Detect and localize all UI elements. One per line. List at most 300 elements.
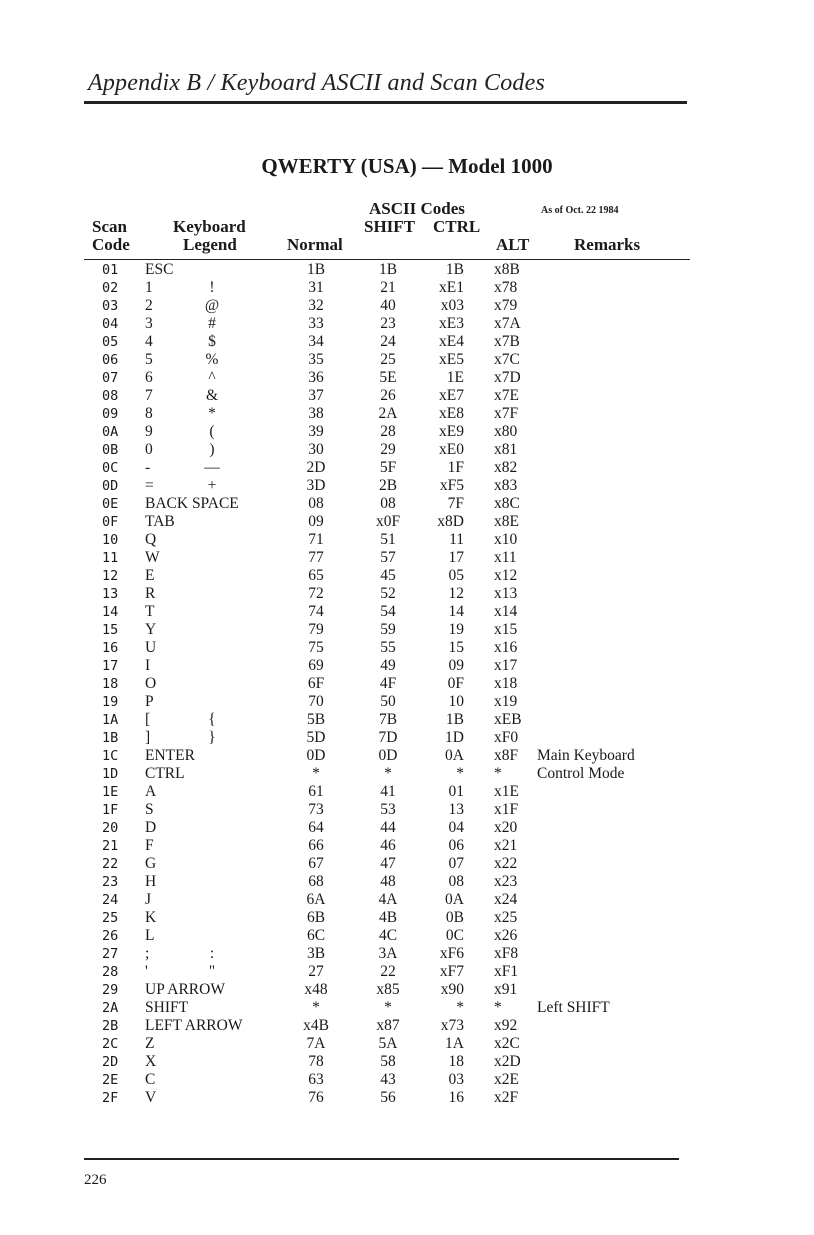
alt-code-cell: x2E	[494, 1071, 519, 1088]
ctrl-code-cell: 14	[448, 603, 464, 620]
shifted-legend-cell: !	[209, 279, 215, 296]
key-legend-cell: U	[145, 639, 157, 656]
key-legend-cell: UP ARROW	[145, 981, 225, 998]
keyboard-header: Keyboard	[173, 217, 246, 236]
remarks-cell: Left SHIFT	[537, 999, 610, 1016]
table-row	[0, 585, 814, 603]
ctrl-code-cell: 07	[448, 855, 464, 872]
header-rule	[84, 101, 687, 104]
table-row	[0, 927, 814, 945]
scan-code-cell: 02	[102, 280, 119, 296]
key-legend-cell: '	[145, 963, 148, 980]
scan-code-cell: 03	[102, 298, 119, 314]
scan-code-cell: 26	[102, 928, 119, 944]
normal-code-cell: 38	[308, 405, 324, 422]
ctrl-code-cell: 7F	[447, 495, 464, 512]
normal-code-cell: 77	[308, 549, 324, 566]
scan-code-cell: 2E	[102, 1072, 119, 1088]
table-row	[0, 693, 814, 711]
key-legend-cell: Q	[145, 531, 157, 548]
alt-header: ALT	[496, 235, 530, 254]
alt-code-cell: x7E	[494, 387, 519, 404]
ctrl-code-cell: 06	[448, 837, 464, 854]
ctrl-code-cell: x03	[440, 297, 464, 314]
alt-code-cell: x7F	[494, 405, 519, 422]
normal-code-cell: 5D	[306, 729, 326, 746]
shift-code-cell: 08	[380, 495, 396, 512]
shift-code-cell: x87	[376, 1017, 400, 1034]
alt-code-cell: x79	[494, 297, 518, 314]
ctrl-header: CTRL	[433, 217, 481, 236]
normal-code-cell: 27	[308, 963, 324, 980]
alt-code-cell: x21	[494, 837, 518, 854]
shift-code-cell: 40	[380, 297, 396, 314]
alt-code-cell: x2C	[494, 1035, 520, 1052]
scan-code-cell: 21	[102, 838, 119, 854]
shift-code-cell: 0D	[378, 747, 398, 764]
shifted-legend-cell: )	[209, 441, 215, 458]
footer-rule	[84, 1158, 679, 1160]
shift-code-cell: 29	[380, 441, 396, 458]
scan-code-cell: 1A	[102, 712, 119, 728]
shift-code-cell: 53	[380, 801, 396, 818]
table-row	[0, 873, 814, 891]
shift-code-cell: 56	[380, 1089, 396, 1106]
table-row	[0, 621, 814, 639]
scan-code-cell: 2D	[102, 1054, 119, 1070]
shift-code-cell: 7B	[378, 711, 398, 728]
ctrl-code-cell: xE4	[439, 333, 464, 350]
alt-code-cell: xF1	[494, 963, 519, 980]
normal-code-cell: 66	[308, 837, 324, 854]
ascii-codes-header: ASCII Codes	[369, 199, 465, 218]
normal-code-cell: 08	[308, 495, 324, 512]
key-legend-cell: 4	[145, 333, 153, 350]
alt-code-cell: x8B	[494, 261, 520, 278]
date-note: As of Oct. 22 1984	[541, 205, 619, 216]
key-legend-cell: D	[145, 819, 157, 836]
table-row	[0, 765, 814, 783]
alt-code-cell: xF0	[494, 729, 519, 746]
normal-code-cell: 76	[308, 1089, 324, 1106]
shifted-legend-cell: &	[205, 387, 219, 404]
normal-header: Normal	[287, 235, 343, 254]
scan-code-cell: 12	[102, 568, 119, 584]
key-legend-cell: K	[145, 909, 157, 926]
key-legend-cell: P	[145, 693, 154, 710]
ctrl-code-cell: 0B	[445, 909, 464, 926]
normal-code-cell: x4B	[303, 1017, 329, 1034]
table-row	[0, 351, 814, 369]
normal-code-cell: 30	[308, 441, 324, 458]
ctrl-code-cell: 0C	[445, 927, 464, 944]
scan-code-cell: 07	[102, 370, 119, 386]
shifted-legend-cell: *	[208, 405, 216, 422]
ctrl-code-cell: 0A	[445, 747, 464, 764]
alt-code-cell: x11	[494, 549, 517, 566]
normal-code-cell: 39	[308, 423, 324, 440]
ctrl-code-cell: *	[456, 999, 464, 1016]
alt-code-cell: x7C	[494, 351, 520, 368]
table-row	[0, 333, 814, 351]
scan-code-cell: 0D	[102, 478, 119, 494]
scan-code-cell: 24	[102, 892, 119, 908]
key-legend-cell: S	[145, 801, 154, 818]
scan-code-cell: 2A	[102, 1000, 119, 1016]
scan-code-cell: 18	[102, 676, 119, 692]
shift-code-cell: 52	[380, 585, 396, 602]
normal-code-cell: 64	[308, 819, 324, 836]
page-number: 226	[84, 1172, 107, 1188]
shift-code-cell: 45	[380, 567, 396, 584]
normal-code-cell: 75	[308, 639, 324, 656]
table-row	[0, 1071, 814, 1089]
key-legend-cell: BACK SPACE	[145, 495, 239, 512]
shift-code-cell: 51	[380, 531, 396, 548]
alt-code-cell: x1F	[494, 801, 519, 818]
key-legend-cell: LEFT ARROW	[145, 1017, 243, 1034]
normal-code-cell: 73	[308, 801, 324, 818]
shift-code-cell: *	[384, 765, 392, 782]
normal-code-cell: 33	[308, 315, 324, 332]
alt-code-cell: *	[494, 765, 502, 782]
key-legend-cell: ENTER	[145, 747, 195, 764]
normal-code-cell: 2D	[306, 459, 326, 476]
running-head: Appendix B / Keyboard ASCII and Scan Codes	[88, 70, 545, 96]
key-legend-cell: R	[145, 585, 156, 602]
key-legend-cell: H	[145, 873, 157, 890]
key-legend-cell: I	[145, 657, 151, 674]
key-legend-cell: 6	[145, 369, 153, 386]
alt-code-cell: x7A	[494, 315, 521, 332]
alt-code-cell: x91	[494, 981, 518, 998]
scan-code-cell: 17	[102, 658, 119, 674]
key-legend-cell: E	[145, 567, 155, 584]
key-legend-cell: SHIFT	[145, 999, 189, 1016]
alt-code-cell: x2D	[494, 1053, 521, 1070]
normal-code-cell: 69	[308, 657, 324, 674]
shift-code-cell: 58	[380, 1053, 396, 1070]
table-row	[0, 1035, 814, 1053]
key-legend-cell: F	[145, 837, 154, 854]
normal-code-cell: 34	[308, 333, 324, 350]
ctrl-code-cell: xE8	[439, 405, 464, 422]
alt-code-cell: x16	[494, 639, 518, 656]
key-legend-cell: =	[145, 477, 154, 494]
table-title: QWERTY (USA) — Model 1000	[261, 154, 553, 178]
alt-code-cell: x12	[494, 567, 518, 584]
ctrl-code-cell: 1B	[445, 711, 464, 728]
ctrl-code-cell: 19	[448, 621, 464, 638]
scan-code-cell: 16	[102, 640, 119, 656]
alt-code-cell: x22	[494, 855, 518, 872]
shift-code-cell: 47	[380, 855, 396, 872]
table-row	[0, 369, 814, 387]
ctrl-code-cell: 12	[448, 585, 464, 602]
alt-code-cell: x19	[494, 693, 518, 710]
shift-code-cell: 54	[380, 603, 396, 620]
shift-code-cell: 59	[380, 621, 396, 638]
alt-code-cell: x2F	[494, 1089, 519, 1106]
shift-code-cell: 48	[380, 873, 396, 890]
shift-code-cell: 49	[380, 657, 396, 674]
ctrl-code-cell: xE5	[439, 351, 464, 368]
normal-code-cell: 7A	[306, 1035, 326, 1052]
ctrl-code-cell: xE7	[439, 387, 464, 404]
ctrl-code-cell: 0A	[445, 891, 464, 908]
table-row	[0, 261, 814, 279]
scan-code-cell: 1F	[102, 802, 119, 818]
shifted-legend-cell: #	[208, 315, 216, 332]
scan-code-cell: 0E	[102, 496, 119, 512]
scan-code-cell: 04	[102, 316, 119, 332]
scan-code-cell: 0C	[102, 460, 119, 476]
alt-code-cell: x7B	[494, 333, 520, 350]
table-row	[0, 603, 814, 621]
scan-code-cell: 1B	[102, 730, 119, 746]
scan-code-cell: 10	[102, 532, 119, 548]
scan-code-cell: 14	[102, 604, 119, 620]
shift-code-cell: 5F	[379, 459, 397, 476]
scan-code-cell: 0B	[102, 442, 119, 458]
table-row	[0, 279, 814, 297]
alt-code-cell: x8C	[494, 495, 520, 512]
shift-code-cell: 24	[380, 333, 396, 350]
shift-code-cell: 50	[380, 693, 396, 710]
table-row	[0, 441, 814, 459]
alt-code-cell: x81	[494, 441, 518, 458]
table-row	[0, 657, 814, 675]
ctrl-code-cell: *	[456, 765, 464, 782]
alt-code-cell: x8F	[494, 747, 519, 764]
ctrl-code-cell: 05	[448, 567, 464, 584]
shift-code-cell: 41	[380, 783, 396, 800]
scan-code-cell: 08	[102, 388, 119, 404]
normal-code-cell: 79	[308, 621, 324, 638]
remarks-cell: Control Mode	[537, 765, 625, 782]
ctrl-code-cell: xF6	[439, 945, 464, 962]
shifted-legend-cell: (	[209, 423, 215, 440]
normal-code-cell: 72	[308, 585, 324, 602]
ctrl-code-cell: 18	[448, 1053, 464, 1070]
scan-code-cell: 25	[102, 910, 119, 926]
normal-code-cell: 6C	[306, 927, 326, 944]
ctrl-code-cell: 03	[448, 1071, 464, 1088]
normal-code-cell: 37	[308, 387, 324, 404]
shift-code-cell: 7D	[378, 729, 398, 746]
scan-code-cell: 2C	[102, 1036, 119, 1052]
key-legend-cell: -	[145, 459, 151, 476]
key-legend-cell: 5	[145, 351, 153, 368]
table-row	[0, 639, 814, 657]
scan-code-cell: 20	[102, 820, 119, 836]
key-legend-cell: W	[145, 549, 160, 566]
table-row	[0, 513, 814, 531]
table-row	[0, 459, 814, 477]
normal-code-cell: 5B	[306, 711, 326, 728]
key-legend-cell: 2	[145, 297, 153, 314]
table-row	[0, 909, 814, 927]
normal-code-cell: 74	[308, 603, 324, 620]
shift-code-cell: 21	[380, 279, 396, 296]
alt-code-cell: x14	[494, 603, 518, 620]
alt-code-cell: x20	[494, 819, 518, 836]
key-legend-cell: 0	[145, 441, 153, 458]
ctrl-code-cell: xF7	[439, 963, 464, 980]
normal-code-cell: 1B	[306, 261, 326, 278]
shift-code-cell: 57	[380, 549, 396, 566]
alt-code-cell: x82	[494, 459, 518, 476]
scan-code-cell: 1D	[102, 766, 119, 782]
table-row	[0, 675, 814, 693]
alt-code-cell: x10	[494, 531, 518, 548]
table-row	[0, 567, 814, 585]
alt-code-cell: x15	[494, 621, 518, 638]
alt-code-cell: x25	[494, 909, 518, 926]
remarks-cell: Main Keyboard	[537, 747, 635, 764]
ctrl-code-cell: x73	[440, 1017, 464, 1034]
scan-code-table	[0, 261, 814, 1107]
scan-code-cell: 23	[102, 874, 119, 890]
alt-code-cell: x92	[494, 1017, 518, 1034]
key-legend-cell: G	[145, 855, 157, 872]
shifted-legend-cell: :	[209, 945, 215, 962]
key-legend-cell: Y	[145, 621, 157, 638]
ctrl-code-cell: 17	[448, 549, 464, 566]
key-legend-cell: J	[145, 891, 152, 908]
alt-code-cell: x17	[494, 657, 518, 674]
normal-code-cell: 31	[308, 279, 324, 296]
alt-code-cell: x7D	[494, 369, 521, 386]
ctrl-code-cell: 1A	[445, 1035, 464, 1052]
shift-code-cell: 23	[380, 315, 396, 332]
scan-code-cell: 05	[102, 334, 119, 350]
normal-code-cell: 68	[308, 873, 324, 890]
table-row	[0, 999, 814, 1017]
normal-code-cell: 3B	[306, 945, 326, 962]
table-head-rule	[84, 259, 690, 260]
scan-code-cell: 29	[102, 982, 119, 998]
ctrl-code-cell: 13	[448, 801, 464, 818]
key-legend-cell: X	[145, 1053, 157, 1070]
scan-code-cell: 1C	[102, 748, 119, 764]
shift-code-cell: *	[384, 999, 392, 1016]
alt-code-cell: x1E	[494, 783, 519, 800]
shifted-legend-cell: $	[208, 333, 216, 350]
shifted-legend-cell: —	[204, 459, 220, 476]
normal-code-cell: *	[312, 999, 320, 1016]
ctrl-code-cell: 09	[448, 657, 464, 674]
scan-code-cell: 15	[102, 622, 119, 638]
table-row	[0, 783, 814, 801]
shift-code-cell: 1B	[378, 261, 398, 278]
table-row	[0, 315, 814, 333]
table-row	[0, 855, 814, 873]
ctrl-code-cell: x90	[440, 981, 464, 998]
alt-code-cell: x8E	[494, 513, 519, 530]
table-row	[0, 819, 814, 837]
normal-code-cell: 6A	[306, 891, 326, 908]
ctrl-code-cell: 1F	[447, 459, 464, 476]
ctrl-code-cell: 1E	[446, 369, 464, 386]
normal-code-cell: 63	[308, 1071, 324, 1088]
key-legend-cell: T	[145, 603, 155, 620]
normal-code-cell: 32	[308, 297, 324, 314]
normal-code-cell: 70	[308, 693, 324, 710]
scan-code-cell: 27	[102, 946, 119, 962]
key-legend-cell: 7	[145, 387, 153, 404]
key-legend-cell: TAB	[145, 513, 175, 530]
table-row	[0, 387, 814, 405]
scan-code-cell: 0F	[102, 514, 119, 530]
alt-code-cell: xF8	[494, 945, 519, 962]
scan-code-cell: 28	[102, 964, 119, 980]
normal-code-cell: 71	[308, 531, 324, 548]
alt-code-cell: x80	[494, 423, 518, 440]
ctrl-code-cell: xF5	[439, 477, 464, 494]
shift-code-cell: 2A	[378, 405, 398, 422]
ctrl-code-cell: xE9	[439, 423, 464, 440]
shift-code-cell: x85	[376, 981, 400, 998]
ctrl-code-cell: 15	[448, 639, 464, 656]
shifted-legend-cell: {	[208, 711, 216, 728]
table-row	[0, 477, 814, 495]
table-row	[0, 531, 814, 549]
ctrl-code-cell: 1D	[445, 729, 464, 746]
key-legend-cell: A	[145, 783, 157, 800]
key-legend-cell: C	[145, 1071, 156, 1088]
ctrl-code-cell: 10	[448, 693, 464, 710]
alt-code-cell: x13	[494, 585, 518, 602]
shifted-legend-cell: ^	[208, 369, 216, 386]
table-row	[0, 711, 814, 729]
ctrl-code-cell: 08	[448, 873, 464, 890]
scan-code-cell: 09	[102, 406, 119, 422]
legend-header: Legend	[183, 235, 237, 254]
normal-code-cell: 35	[308, 351, 324, 368]
scan-header: Scan	[92, 217, 127, 236]
shifted-legend-cell: %	[205, 351, 219, 368]
shift-code-cell: 43	[380, 1071, 396, 1088]
alt-code-cell: xEB	[494, 711, 522, 728]
alt-code-cell: x83	[494, 477, 518, 494]
shift-code-cell: x0F	[375, 513, 401, 530]
scan-code-cell: 06	[102, 352, 119, 368]
key-legend-cell: L	[145, 927, 155, 944]
ctrl-code-cell: 1B	[445, 261, 464, 278]
scan-code-cell: 11	[102, 550, 119, 566]
ctrl-code-cell: xE1	[439, 279, 464, 296]
ctrl-code-cell: 0F	[447, 675, 464, 692]
table-row	[0, 495, 814, 513]
alt-code-cell: x26	[494, 927, 518, 944]
key-legend-cell: [	[145, 711, 151, 728]
shift-code-cell: 5E	[379, 369, 397, 386]
key-legend-cell: 8	[145, 405, 153, 422]
alt-code-cell: x23	[494, 873, 518, 890]
shift-code-cell: 5A	[378, 1035, 398, 1052]
scan-code-cell: 2B	[102, 1018, 119, 1034]
table-row	[0, 981, 814, 999]
key-legend-cell: CTRL	[145, 765, 185, 782]
normal-code-cell: 78	[308, 1053, 324, 1070]
normal-code-cell: 0D	[306, 747, 326, 764]
scan-code-cell: 19	[102, 694, 119, 710]
shifted-legend-cell: }	[208, 729, 216, 746]
ctrl-code-cell: x8D	[437, 513, 464, 530]
table-row	[0, 945, 814, 963]
alt-code-cell: x18	[494, 675, 518, 692]
